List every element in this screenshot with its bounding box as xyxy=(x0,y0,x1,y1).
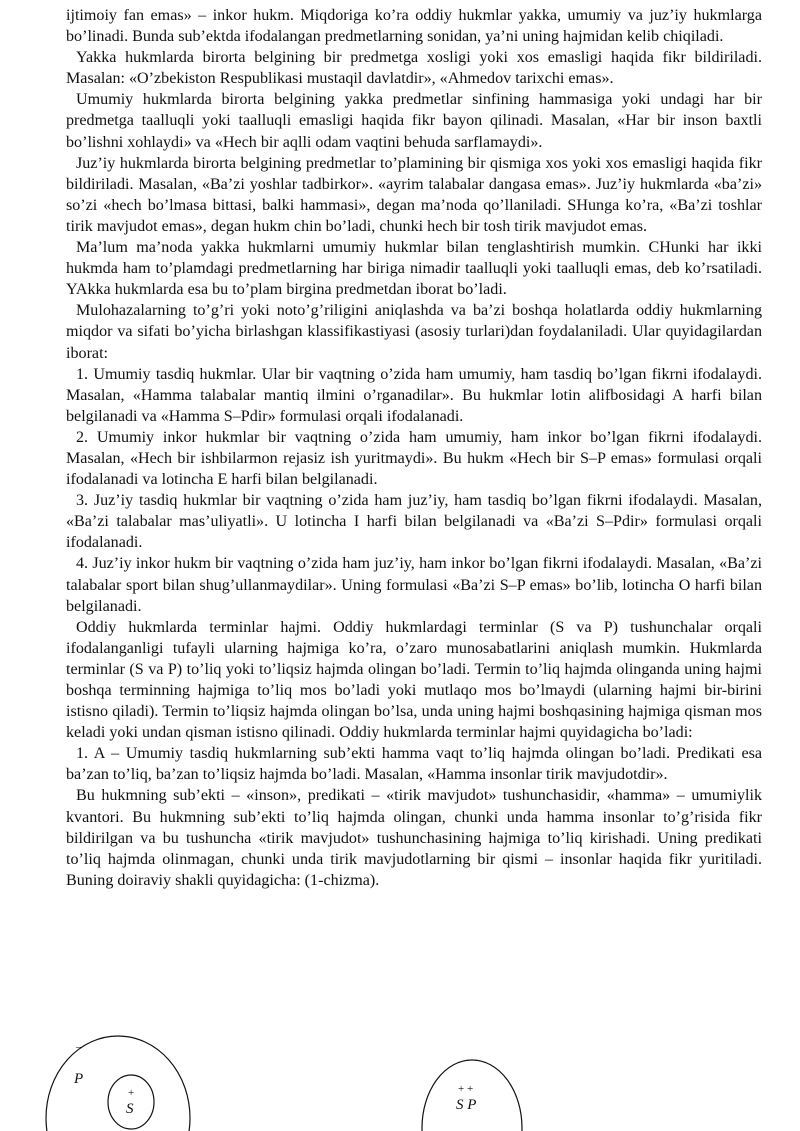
predicate-label: P xyxy=(74,1071,84,1087)
paragraph: Oddiy hukmlarda terminlar hajmi. Oddiy hukmlardagi terminlar (S va P) tushunchalar orqali ifodalanganligi tufayli ularning hajmiga ko’ra, o’zaro munosabatlarini aniqlash mumkin. Hukmlarda terminlar (S va P) to’liq yoki to’liqsiz hajmda olingan bo’ladi. Termin to’liq hajmda olinganda uning hajmi boshqa terminning hajmiga to’liq mos bo’ladi yoki mutlaqo mos bo’lmaydi (ularning hajmi bir-birini istisno qiladi). Termin to’liqsiz hajmda olingan bo’lsa, unda uning hajmi boshqasining hajmiga qisman mos keladi yoki undan qisman istisno qilinadi. Oddiy hukmlarda terminlar hajmi quyidagicha bo’ladi: xyxy=(66,618,762,742)
predicate-mark: – xyxy=(76,1041,82,1053)
subject-label: S xyxy=(126,1101,134,1117)
paragraph: Umumiy hukmlarda birorta belgining yakka predmetlar sinfining hammasiga yoki undagi har bir predmetga taalluqli yoki taalluqli emasligi haqida fikr bayon qilinadi. Masalan, «Har bir inson baxtli bo’lishni xohlaydi» va «Hech bir aqlli odam vaqtini behuda sarflamaydi». xyxy=(66,91,762,151)
paragraph: Yakka hukmlarda birorta belgining bir predmetga xosligi yoki xos emasligi haqida fikr bildiriladi. Masalan: «O’zbekiston Respublikasi mustaqil davlatdir», «Ahmedov tarixchi emas». xyxy=(66,49,762,88)
list-item: 1. A – Umumiy tasdiq hukmlarning sub’ekti hamma vaqt to’liq hajmda olingan bo’ladi. Predikati esa ba’zan to’liq, ba’zan to’liqsiz hajmda bo’ladi. Masalan, «Hamma insonlar tirik mavjudotdir». xyxy=(66,745,762,784)
paragraph: Ma’lum ma’noda yakka hukmlarni umumiy hukmlar bilan tenglashtirish mumkin. CHunki har ikki hukmda ham to’plamdagi predmetlarning har biriga nimadir taalluqli yoki taalluqli emas, deb ko’rsatiladi. YAkka hukmlarda esa bu to’plam birgina predmetdan iborat bo’ladi. xyxy=(66,239,762,299)
coinciding-label: S P xyxy=(456,1097,477,1113)
circle-diagrams xyxy=(0,1028,800,1131)
list-item: 1. Umumiy tasdiq hukmlar. Ular bir vaqtning o’zida ham umumiy, ham tasdiq bo’lgan fikrni ifodalaydi. Masalan, «Hamma talabalar mantiq ilmini o’rganadilar». Bu hukmlar lotin alifbosidagi A harfi bilan belgilanadi va «Hamma S–Pdir» formulasi orqali ifodalanadi. xyxy=(66,365,762,425)
list-item: 2. Umumiy inkor hukmlar bir vaqtning o’zida ham umumiy, ham inkor bo’lgan fikrni ifodalaydi. Masalan, «Hech bir ishbilarmon rejasiz ish yuritmaydi». Bu hukm «Hech bir S–P emas» formulasi orqali ifodalanadi va lotincha E harfi bilan belgilanadi. xyxy=(66,428,762,489)
coinciding-ellipse xyxy=(422,1060,522,1131)
coinciding-marks: + + xyxy=(458,1083,474,1095)
document-body xyxy=(66,5,762,891)
paragraph: Juz’iy hukmlarda birorta belgining predmetlar to’plamining bir qismiga xos yoki xos emasligi haqida fikr bildiriladi. Masalan, «Ba’zi yoshlar tadbirkor». «ayrim talabalar dangasa emas». Juz’iy hukmlarda «ba’zi» so’zi «hech bo’lmasa bittasi, balki hammasi», degan ma’noda qo’llaniladi. SHunga ko’ra, «Ba’zi toshlar tirik mavjudot emas», degan hukm chin bo’ladi, chunki hech bir tosh tirik mavjudot emas. xyxy=(66,154,762,235)
list-item: 3. Juz’iy tasdiq hukmlar bir vaqtning o’zida ham juz’iy, ham tasdiq bo’lgan fikrni ifodalaydi. Masalan, «Ba’zi talabalar mas’uliyatli». U lotincha I harfi bilan belgilanadi va «Ba’zi S–Pdir» formulasi orqali ifodalanadi. xyxy=(66,492,762,552)
list-item: 4. Juz’iy inkor hukm bir vaqtning o’zida ham juz’iy, ham inkor bo’lgan fikrni ifodalaydi. Masalan, «Ba’zi talabalar sport bilan shug’ullanmaydilar». Uning formulasi «Ba’zi S–P emas» bo’lib, lotincha O harfi bilan belgilanadi. xyxy=(66,555,762,615)
paragraph: Mulohazalarning to’g’ri yoki noto’g’riligini aniqlashda va ba’zi boshqa holatlarda oddiy hukmlarning miqdor va sifati bo’yicha birlashgan klassifikastiyasi (asosiy turlari)dan foydalaniladi. Ular quyidagilardan iborat: xyxy=(66,302,762,362)
paragraph: Bu hukmning sub’ekti – «inson», predikati – «tirik mavjudot» tushunchasidir, «hamma» – umumiylik kvantori. Bu hukmning sub’ekti to’liq hajmda olingan, chunki unda hamma insonlar to’g’risida fikr bildirilgan va bu tushuncha «tirik mavjudot» tushunchasining hajmiga to’liq kirishadi. Uning predikati to’liq hajmda olinmagan, chunki unda tirik mavjudotlarning bir qismi – insonlar haqida fikr yuritiladi. Buning doiraviy shakli quyidagicha: (1-chizma). xyxy=(66,787,762,889)
predicate-ellipse xyxy=(46,1036,190,1131)
paragraph: ijtimoiy fan emas» – inkor hukm. Miqdoriga ko’ra oddiy hukmlar yakka, umumiy va juz’iy hukmlarga bo’linadi. Bunda sub’ektda ifodalangan predmetlarning sonidan, ya’ni uning hajmidan kelib chiqiladi. xyxy=(66,7,762,46)
subject-mark: + xyxy=(128,1087,135,1099)
